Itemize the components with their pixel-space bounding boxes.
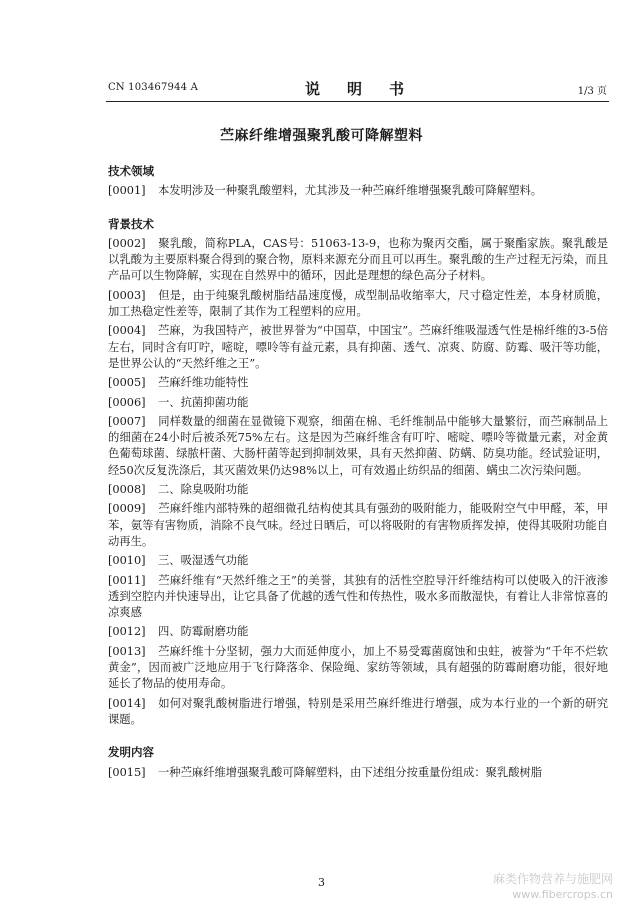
section-heading-tech-field: 技术领域 [108,164,154,178]
paragraph-number: [0004] [108,324,146,338]
paragraph-text: 如何对聚乳酸树脂进行增强，特别是采用苎麻纤维进行增强，成为本行业的一个新的研究课题。 [108,696,608,726]
paragraph-number: [0009] [108,502,146,516]
paragraph [108,573,608,622]
paragraph-number: [0010] [108,554,146,568]
paragraph [108,482,608,498]
paragraph-number: [0012] [108,625,146,639]
paragraph-text: 同样数量的细菌在显微镜下观察，细菌在棉、毛纤维制品中能够大量繁衍，而苎麻制品上的细菌在24小时后被杀死75%左右。这是因为苎麻纤维含有叮咛、嘧啶、嘌呤等微量元素，对金黄色葡萄球菌、绿脓杆菌、大肠杆菌等起到抑制效果，具有天然抑菌、防螨、防臭功能。经试验证明，经50次反复洗涤后，其灭菌效果仍达98%以上，可有效遏止纺织品的细菌、螨虫二次污染问题。 [108,414,608,477]
document-type: 说 明 书 [304,80,410,98]
paragraph [108,183,608,199]
paragraph-text: 四、防霉耐磨功能 [158,625,249,639]
page-info: 1/3 页 [577,86,607,97]
paragraph-text: 二、除臭吸附功能 [158,483,249,497]
paragraph-number: [0013] [108,644,146,658]
paragraph [108,395,608,411]
paragraph-number: [0005] [108,376,146,390]
document-body [108,163,608,784]
paragraph-text: 三、吸湿透气功能 [158,554,249,568]
paragraph-number: [0003] [108,288,146,302]
paragraph-text: 苎麻纤维功能特性 [158,376,249,390]
paragraph [108,501,608,550]
section-heading-invention: 发明内容 [108,745,154,760]
paragraph-number: [0006] [108,395,146,409]
paragraph-text: 但是，由于纯聚乳酸树脂结晶速度慢，成型制品收缩率大，尺寸稳定性差，本身材质脆，加工热稳定性差等，限制了其作为工程塑料的应用。 [108,288,608,319]
watermark-text: 麻类作物营养与施肥网 [492,872,613,886]
patent-number: CN 103467944 A [108,82,199,93]
paragraph-number: [0015] [108,765,146,779]
paragraph [108,375,608,391]
paragraph [108,696,608,729]
page-header [108,78,607,98]
paragraph-number: [0007] [108,414,146,428]
paragraph-text: 一、抗菌抑菌功能 [158,395,249,409]
paragraph [108,288,608,321]
paragraph [108,414,608,479]
paragraph-number: [0001] [108,184,146,198]
paragraph-text: 聚乳酸，简称PLA，CAS号：51063-13-9，也称为聚丙交酯，属于聚酯家族。聚乳酸是以乳酸为主要原料聚合得到的聚合物，原料来源充分而且可以再生。聚乳酸的生产过程无污染，而且产品可以生物降解，实现在自然界中的循环，因此是理想的绿色高分子材料。 [108,236,608,283]
paragraph-text: 苎麻纤维内部特殊的超细微孔结构使其具有强劲的吸附能力，能吸附空气中甲醛，苯，甲苯，氨等有害物质，消除不良气味。经过日晒后，可以将吸附的有害物质挥发掉，使得其吸附功能自动再生。 [108,502,608,548]
paragraph [108,644,608,693]
paragraph [108,553,608,569]
paragraph-number: [0014] [108,696,146,710]
paragraph-number: [0011] [108,573,146,587]
paragraph [108,765,608,781]
paragraph [108,624,608,640]
paragraph-number: [0008] [108,483,146,497]
paragraph-text: 苎麻，为我国特产，被世界誉为“中国草，中国宝”。苎麻纤维吸湿透气性是棉纤维的3-5倍左右，同时含有叮咛，嘧啶，嘌呤等有益元素，具有抑菌、透气、凉爽、防腐、防霉、吸汗等功能，是世界公认的“天然纤维之王”。 [108,324,608,370]
watermark-url: www.fibercrops.cn [512,888,613,901]
paragraph-text: 本发明涉及一种聚乳酸塑料，尤其涉及一种苎麻纤维增强聚乳酸可降解塑料。 [158,184,543,198]
paragraph-text: 苎麻纤维有“天然纤维之王”的美誉，其独有的活性空腔导汗纤维结构可以使吸入的汗液渗透到空腔内并快速导出，让它具备了优越的透气性和传热性，吸水多而散湿快，有着让人非常惊喜的凉爽感 [108,573,608,620]
paragraph [108,236,608,285]
paragraph-number: [0002] [108,236,146,250]
paragraph [108,323,608,372]
header-divider [106,101,609,102]
paragraph-text: 一种苎麻纤维增强聚乳酸可降解塑料，由下述组分按重量份组成：聚乳酸树脂 [158,765,543,779]
paragraph-text: 苎麻纤维十分坚韧，强力大而延伸度小，加上不易受霉菌腐蚀和虫蛀，被誉为“千年不烂软黄金”，因而被广泛地应用于飞行降落伞、保险绳、家纺等领域，具有超强的防霉耐磨功能，很好地延长了物品的使用寿命。 [108,644,608,691]
document-title: 苎麻纤维增强聚乳酸可降解塑料 [220,128,423,144]
page-number: 3 [318,876,325,889]
section-heading-background: 背景技术 [108,216,154,231]
